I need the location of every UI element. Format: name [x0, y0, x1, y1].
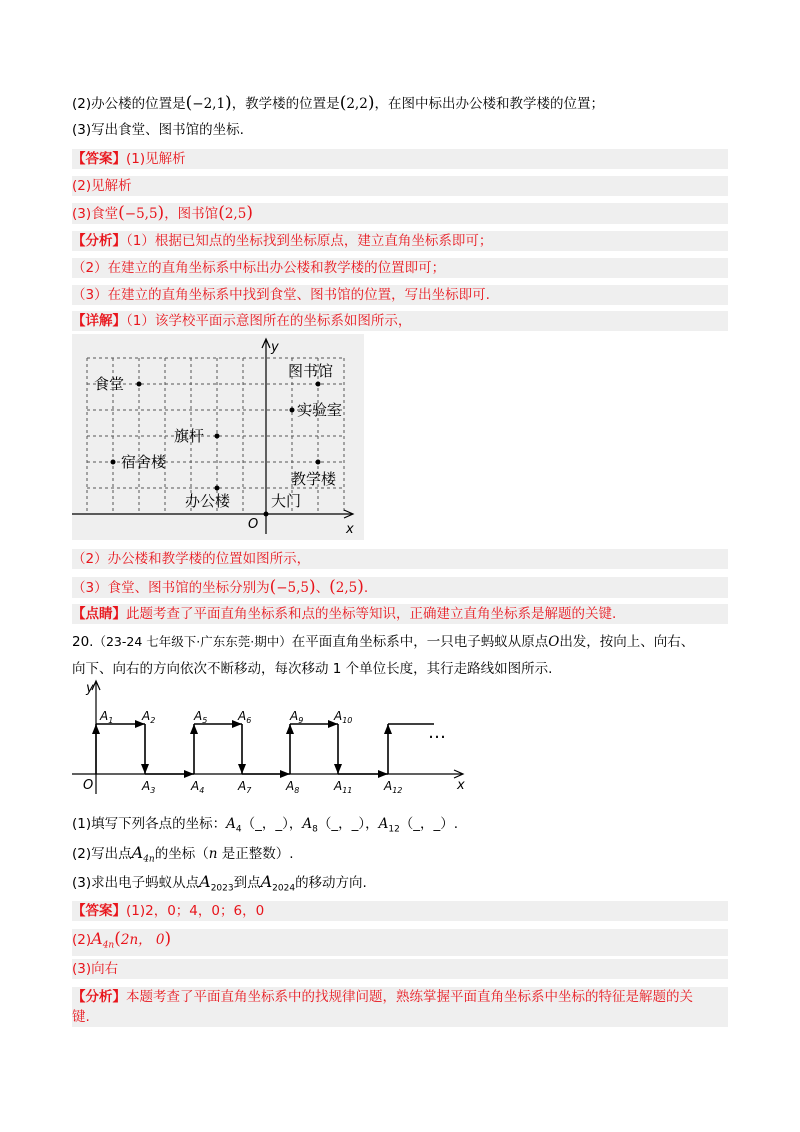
y-axis-label: y	[86, 681, 94, 696]
label-office: 办公楼	[185, 492, 231, 510]
q19-analysis-1: 【分析】（1）根据已知点的坐标找到坐标原点，建立直角坐标系即可；	[72, 231, 728, 251]
q20-stem-1: 20.（23-24 七年级下·广东东莞·期中）在平面直角坐标系中，一只电子蚂蚁从原点O出发，按向上、向右、	[72, 634, 695, 650]
label-flag: 旗杆	[174, 427, 205, 445]
q19-analysis-2: （2）在建立的直角坐标系中标出办公楼和教学楼的位置即可；	[72, 258, 728, 278]
q19-part3: (3)写出食堂、图书馆的坐标.	[72, 122, 244, 138]
label-dorm: 宿舍楼	[121, 453, 167, 471]
label-canteen: 食堂	[94, 375, 125, 393]
school-map-figure	[72, 334, 364, 540]
q20-stem-2: 向下、向右的方向依次不断移动，每次移动 1 个单位长度，其行走路线如图所示.	[72, 661, 553, 677]
q20-analysis-2: 键.	[72, 1007, 728, 1027]
svg-text:A1: $A_1$	[100, 709, 114, 725]
svg-text:A10: $A_{10}$	[334, 709, 353, 725]
svg-text:A11: $A_{11}$	[334, 779, 353, 795]
point-dorm	[111, 460, 116, 465]
q19-answer-3: (3)食堂(−5,5)，图书馆(2,5)	[72, 203, 728, 224]
ant-path-figure	[72, 678, 472, 796]
svg-text:A5: $A_5$	[194, 709, 208, 725]
point-office	[215, 486, 220, 491]
q19-comment: 【点睛】此题考查了平面直角坐标系和点的坐标等知识，正确建立直角坐标系是解题的关键.	[72, 604, 728, 624]
svg-text:A7: $A_7$	[238, 779, 252, 795]
q19-analysis-3: （3）在建立的直角坐标系中找到食堂、图书馆的位置，写出坐标即可.	[72, 285, 728, 305]
svg-text:A6: $A_6$	[238, 709, 252, 725]
label-lab: 实验室	[297, 401, 343, 419]
q19-detail-3: （3）食堂、图书馆的坐标分别为(−5,5)、(2,5).	[72, 577, 728, 598]
q19-detail-1: 【详解】（1）该学校平面示意图所在的坐标系如图所示，	[72, 311, 728, 331]
svg-text:A12: $A_{12}$	[384, 779, 403, 795]
svg-text:A4: $A_4$	[191, 779, 205, 795]
label-library: 图书馆	[288, 362, 334, 380]
label-teaching: 教学楼	[291, 470, 337, 488]
q19-part2: (2)办公楼的位置是(−2,1)，教学楼的位置是(2,2)，在图中标出办公楼和教学楼的位置；	[72, 93, 604, 113]
q20-answer-2: $(2)A_{4n}(2n$， 0)	[72, 929, 728, 956]
q20-analysis-1: 【分析】本题考查了平面直角坐标系中的找规律问题，熟练掌握平面直角坐标系中坐标的特征是解题的关	[72, 987, 728, 1007]
q20-answer-3: (3)向右	[72, 959, 728, 979]
svg-text:A3: $A_3$	[142, 779, 156, 795]
point-lab	[290, 408, 295, 413]
point-teaching	[316, 460, 321, 465]
q19-detail-2: （2）办公楼和教学楼的位置如图所示，	[72, 549, 728, 569]
svg-text:A9: $A_9$	[290, 709, 304, 725]
origin-label: O	[83, 778, 94, 793]
point-canteen	[137, 382, 142, 387]
q19-answer-2: (2)见解析	[72, 176, 728, 196]
x-axis-label: x	[346, 522, 354, 537]
q20-part1: (1)填写下列各点的坐标：$A_4(\_$，_），$A_8(\_$，_），$A_{12}(\_$，_）.	[72, 816, 459, 835]
label-gate: 大门	[271, 492, 302, 510]
q20-part3: (3)求出电子蚂蚁从点$A_{2023}$到点$A_{2024}$的移动方向.	[72, 872, 367, 894]
q20-answer-1: 【答案】(1)2，0；4，0；6，0	[72, 901, 728, 921]
point-gate	[264, 512, 269, 517]
x-axis-label: x	[457, 778, 465, 793]
q19-answer-1: 【答案】(1)见解析	[72, 149, 728, 169]
point-flag	[215, 434, 220, 439]
q20-part2: (2)写出点$A_{4n}$的坐标（n 是正整数）.	[72, 843, 294, 865]
point-library	[316, 382, 321, 387]
svg-text:A2: $A_2$	[142, 709, 156, 725]
origin-label: O	[248, 517, 259, 532]
svg-text:A8: $A_8$	[286, 779, 300, 795]
continuation-dots: …	[428, 722, 446, 743]
y-axis-label: y	[271, 340, 279, 355]
